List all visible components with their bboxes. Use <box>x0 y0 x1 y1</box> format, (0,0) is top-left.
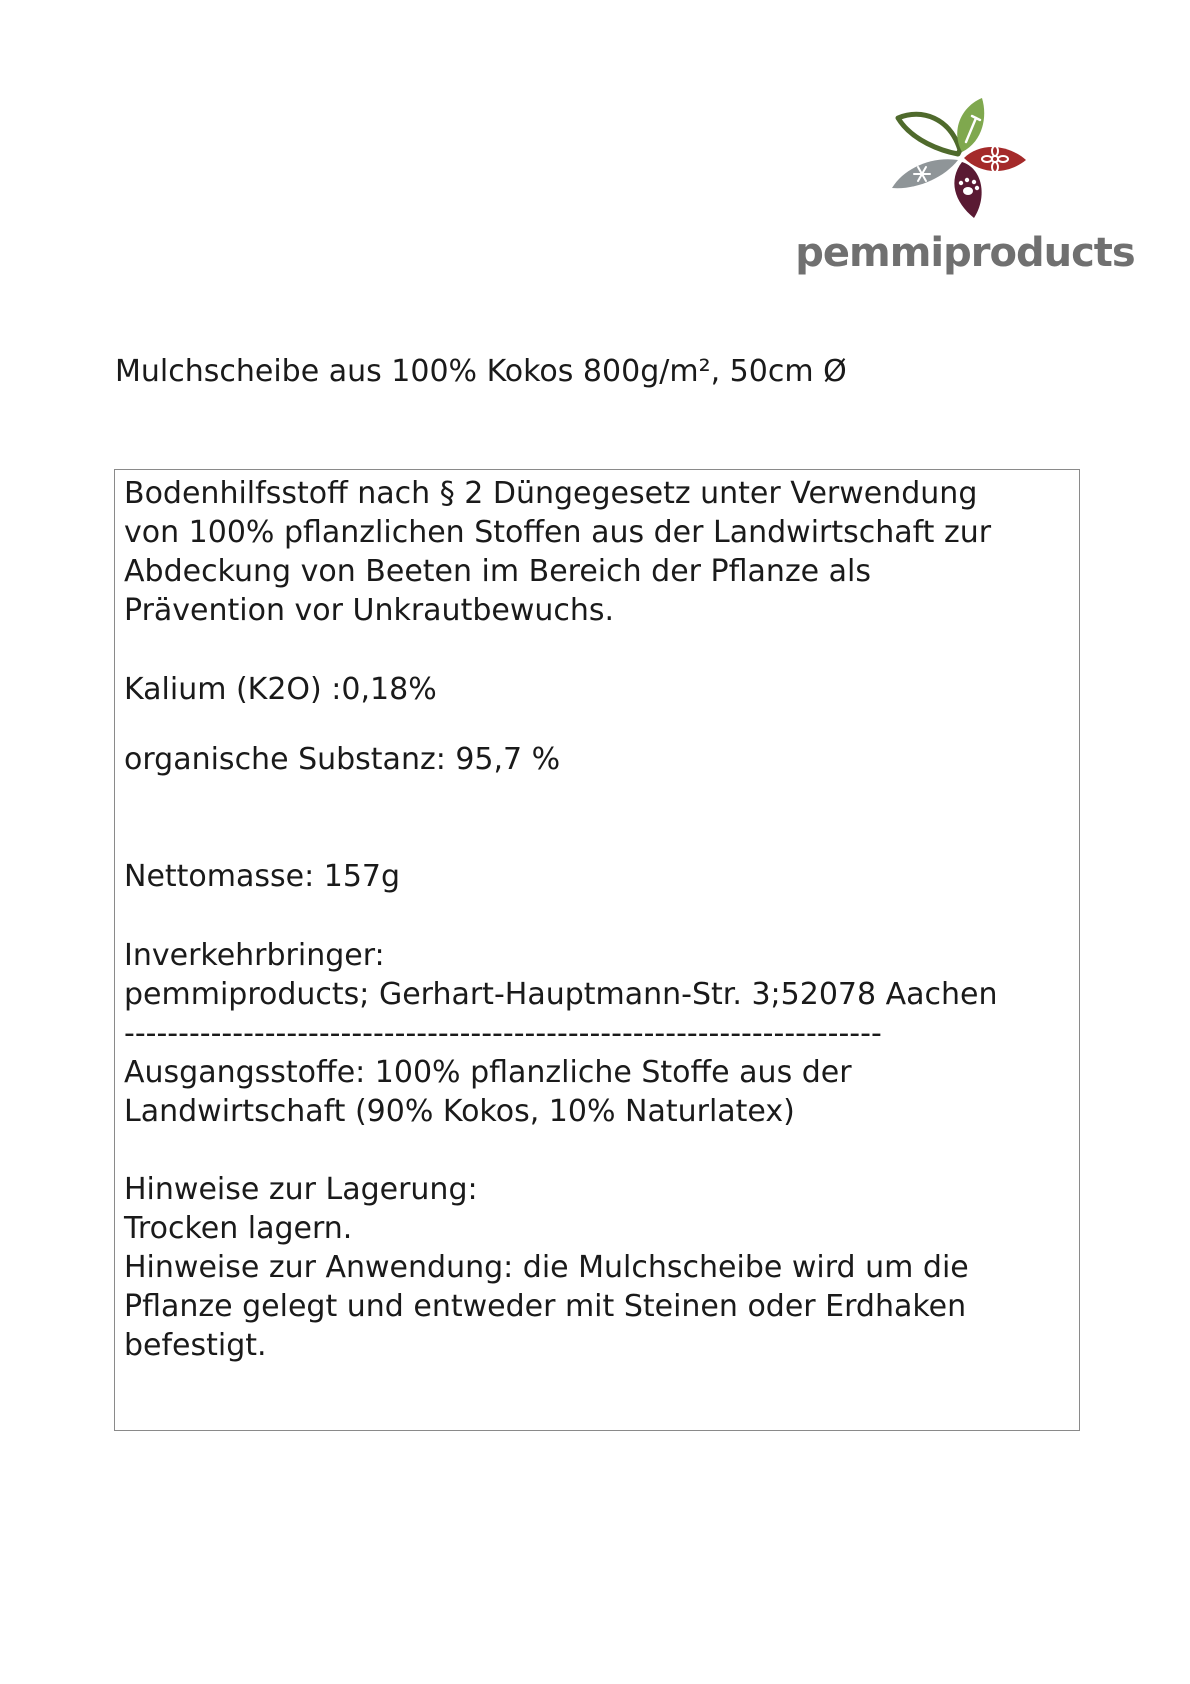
label-description: Bodenhilfsstoff nach § 2 Düngegesetz unter Verwendung von 100% pflanzlichen Stoffen aus der Landwirtschaft zur Abdeckung von Beeten im Bereich der Pflanze als Prävention vor Unkrautbewuchs. <box>124 476 992 628</box>
product-label-box <box>114 469 1080 1431</box>
label-storage-text: Trocken lagern. <box>124 1211 353 1246</box>
product-title: Mulchscheibe aus 100% Kokos 800g/m², 50cm Ø <box>115 354 847 389</box>
label-source-materials: Ausgangsstoffe: 100% pflanzliche Stoffe aus der Landwirtschaft (90% Kokos, 10% Naturlatex) <box>124 1055 852 1129</box>
green-leaf-icon <box>957 98 984 152</box>
red-leaf-icon <box>964 147 1026 171</box>
brand-logo <box>790 96 1140 296</box>
label-distributor-address: pemmiproducts; Gerhart-Hauptmann-Str. 3;52078 Aachen <box>124 977 998 1012</box>
label-organic-substance: organische Substanz: 95,7 % <box>124 742 561 777</box>
brand-name: pemmiproducts <box>795 230 1135 276</box>
label-kalium: Kalium (K2O) :0,18% <box>124 672 437 707</box>
flower-leaves-icon <box>892 96 1032 226</box>
olive-leaf-icon <box>898 114 960 154</box>
label-usage-text: Hinweise zur Anwendung: die Mulchscheibe wird um die Pflanze gelegt und entweder mit Steinen oder Erdhaken befestigt. <box>124 1250 969 1363</box>
label-net-mass: Nettomasse: 157g <box>124 859 401 894</box>
label-storage-heading: Hinweise zur Lagerung: <box>124 1172 478 1207</box>
label-separator: ---------------------------------------------------------------------- <box>124 1016 882 1051</box>
label-distributor-heading: Inverkehrbringer: <box>124 938 385 973</box>
